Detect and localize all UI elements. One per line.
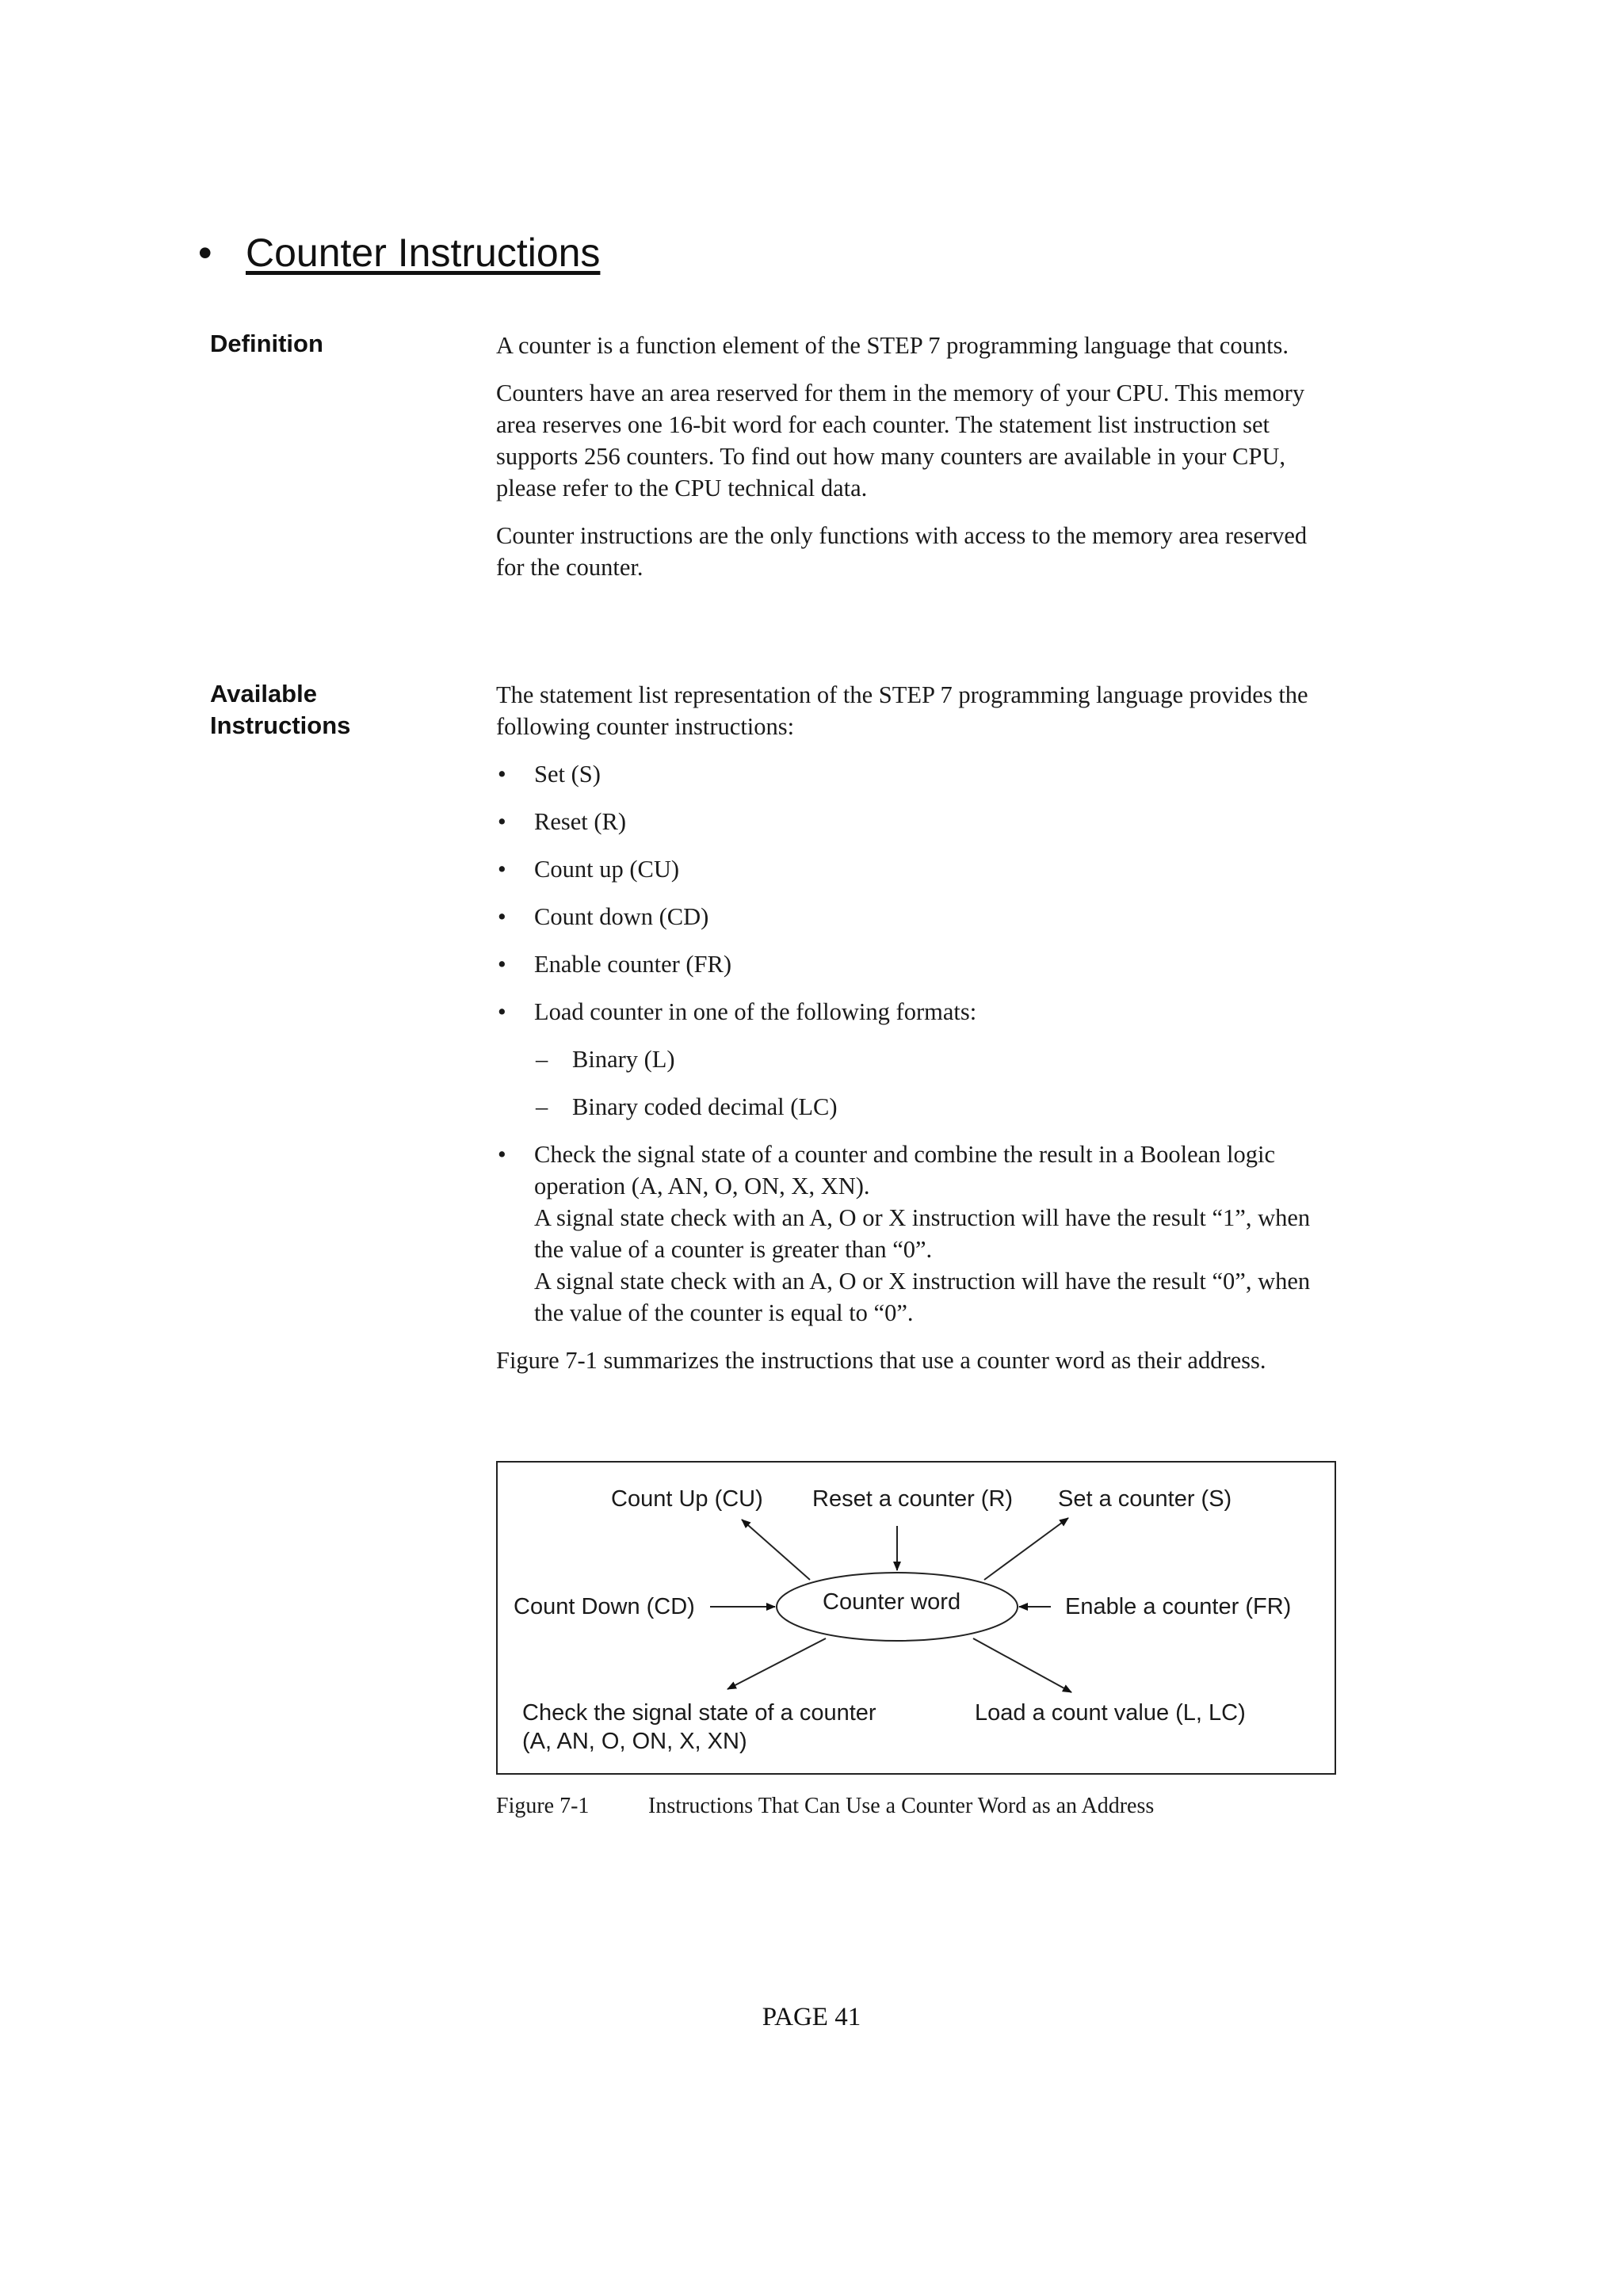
definition-paragraph-1: A counter is a function element of the STEP 7 programming language that counts. xyxy=(496,332,1289,359)
available-instructions-body xyxy=(496,679,1312,1392)
dash-icon: – xyxy=(536,1046,548,1073)
list-item-load-counter: • Load counter in one of the following formats: – Binary (L) – Binary coded decimal (LC) xyxy=(496,996,1312,1123)
available-instructions-label xyxy=(210,678,350,742)
list-item: • Enable counter (FR) xyxy=(496,948,1312,980)
bullet-icon: • xyxy=(498,903,506,930)
definition-label: Definition xyxy=(210,330,323,357)
load-format-list xyxy=(534,1043,1312,1123)
label-count-up: Count Up (CU) xyxy=(611,1486,763,1512)
definition-paragraph-3: Counter instructions are the only functions with access to the memory area reserved for the counter. xyxy=(496,522,1308,581)
list-item-check-signal: • Check the signal state of a counter and combine the result in a Boolean logic operation (A, AN, O, ON, X, XN). A signal state check with an A, O or X instruction will have the result “1”, when the value of a counter is greater than “0”. A signal state check with an A, O or X instruction will have the result “0”, when the value of the counter is equal to “0”. xyxy=(496,1138,1312,1329)
bullet-icon: • xyxy=(498,1141,506,1168)
definition-body xyxy=(496,330,1312,599)
list-item: • Reset (R) xyxy=(496,806,1312,837)
arrow-load xyxy=(973,1638,1071,1692)
bullet-icon: • xyxy=(498,998,506,1025)
available-label-line-2: Instructions xyxy=(210,711,351,739)
list-item: • Count down (CD) xyxy=(496,901,1312,933)
section-heading xyxy=(198,230,600,276)
label-load: Load a count value (L, LC) xyxy=(975,1700,1246,1726)
instruction-list xyxy=(496,758,1312,1329)
figure-caption xyxy=(496,1794,1154,1819)
arrow-set xyxy=(984,1518,1068,1580)
heading-bullet: • xyxy=(198,231,212,275)
label-enable: Enable a counter (FR) xyxy=(1065,1594,1292,1619)
bullet-icon: • xyxy=(498,856,506,883)
caption-text: Instructions That Can Use a Counter Word as an Address xyxy=(648,1794,1155,1818)
label-count-down: Count Down (CD) xyxy=(514,1594,695,1619)
bullet-icon: • xyxy=(498,808,506,835)
counter-word-diagram xyxy=(496,1461,1336,1775)
definition-paragraph-2: Counters have an area reserved for them in the memory of your CPU. This memory area reserves one 16-bit word for each counter. The statement list instruction set supports 256 counters. To find out how many counters are available in your CPU, please refer to the CPU technical data. xyxy=(496,379,1305,502)
dash-icon: – xyxy=(536,1093,548,1120)
bullet-icon: • xyxy=(498,951,506,978)
available-intro: The statement list representation of the STEP 7 programming language provides the following counter instructions: xyxy=(496,681,1308,740)
sub-list-item: – Binary coded decimal (LC) xyxy=(534,1091,1312,1123)
figure-summary: Figure 7-1 summarizes the instructions that use a counter word as their address. xyxy=(496,1347,1266,1374)
list-item: • Count up (CU) xyxy=(496,853,1312,885)
sub-list-item: – Binary (L) xyxy=(534,1043,1312,1075)
page-number: PAGE 41 xyxy=(762,2003,861,2031)
label-counter-word: Counter word xyxy=(823,1589,961,1615)
list-item: • Set (S) xyxy=(496,758,1312,790)
bullet-icon: • xyxy=(498,761,506,788)
label-reset: Reset a counter (R) xyxy=(812,1486,1014,1512)
label-set: Set a counter (S) xyxy=(1058,1486,1232,1512)
available-label-line-1: Available xyxy=(210,680,317,707)
arrow-check-signal xyxy=(727,1638,826,1689)
caption-number: Figure 7-1 xyxy=(496,1794,590,1818)
page-title: Counter Instructions xyxy=(246,231,601,275)
label-check-signal: Check the signal state of a counter (A, AN, O, ON, X, XN) xyxy=(522,1700,876,1754)
arrow-count-up xyxy=(742,1520,810,1580)
